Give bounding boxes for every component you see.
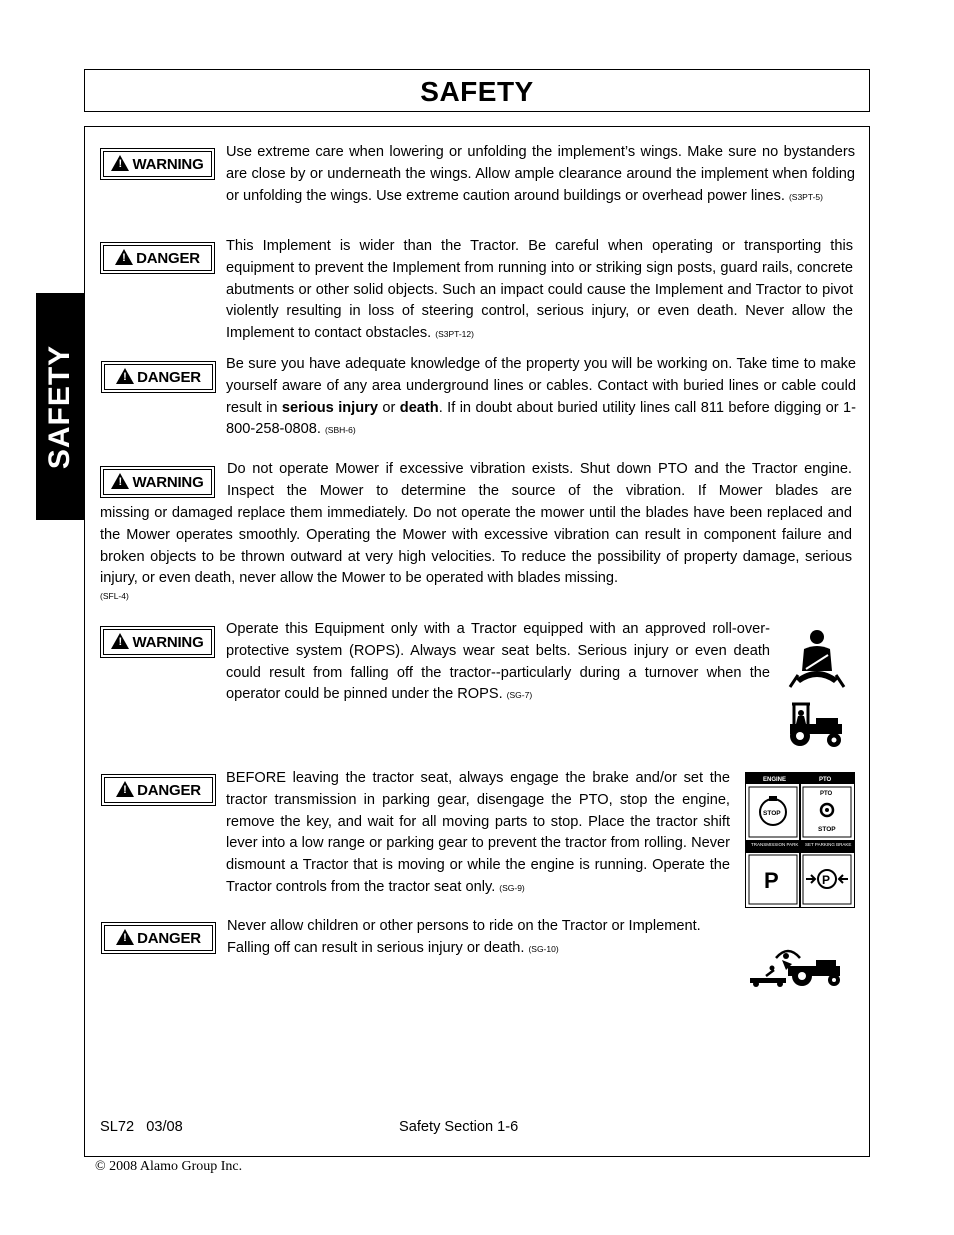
brake-letter: P [822,873,831,887]
message-text: BEFORE leaving the tractor seat, always engage the brake and/or set the tractor transmission in parking gear, disengage the PTO, stop the engine, remove the key, and wait for all moving parts to stop. Place the tractor shift lever into a low range or parking gear to prevent the tractor from rolling. Never dismount a Tractor that is moving or while the engine is running. Operate the Tractor controls from the tractor seat only. [226,770,730,895]
safety-message [226,619,770,707]
message-text: . If in doubt about buried utility lines call 811 before digging or 1-800-258-0808. [226,399,857,438]
safety-message [100,503,852,602]
stop-label-engine: STOP [763,810,781,817]
signal-word: WARNING [132,473,204,491]
side-tab [36,293,84,520]
warning-triangle-icon: ! [115,249,133,265]
side-tab-label: SAFETY [43,344,76,469]
bold-phrase: serious injury [281,399,378,416]
signal-word: DANGER [137,368,201,386]
bold-phrase: death [399,399,439,416]
message-text: Operate this Equipment only with a Tractor equipped with an approved roll-over-protective system (ROPS). Always wear seat belts. Serious injury or even death could result from falling off the tractor--particularly during a turnover when the operator could be pinned under the ROPS. [226,621,770,703]
danger-label [100,242,215,274]
message-code: (SFL-4) [100,591,129,602]
copyright: © 2008 Alamo Group Inc. [95,1159,243,1174]
message-code: (S3PT-5) [788,191,823,202]
footer-section: Safety Section 1-6 [399,1119,519,1135]
warning-label [100,466,215,498]
warning-label [100,148,215,180]
footer-model: SL72 03/08 [100,1119,183,1135]
warning-label [100,626,215,658]
message-text: Never allow children or other persons to ride on the Tractor or Implement. Falling off can result in serious injury or death. [227,918,701,956]
park-letter: P [764,868,779,893]
pto-small-label: PTO [820,791,833,797]
message-code: (SG-10) [528,943,559,954]
message-text: Do not operate Mower if excessive vibration exists. Shut down PTO and the Tractor engine. Inspect the Mower to determine the source of the vibration. If Mower blades are [227,461,852,499]
warning-triangle-icon: ! [116,929,134,945]
engine-label: ENGINE [763,777,787,783]
message-code: (SG-7) [506,690,533,701]
signal-word: DANGER [136,249,200,267]
seatbelt-operator-icon [788,627,846,689]
safety-message-top [227,459,852,503]
safety-message [226,142,855,208]
rider-fall-icon [746,944,846,988]
message-code: (S3PT-12) [435,329,474,340]
safety-message [227,916,737,961]
danger-label [101,922,216,954]
warning-triangle-icon: ! [116,368,134,384]
danger-label [101,361,216,393]
controls-pictogram-icon [745,772,855,908]
message-text: Use extreme care when lowering or unfolding the implement’s wings. Make sure no bystanders are close by or underneath the wings. Allow ample clearance around the implement when folding or unfolding the wings. Use extreme caution around buildings or overhead power lines. [226,144,855,204]
stop-label-pto: STOP [818,826,836,833]
parking-brake-label: SET PARKING BRAKE [805,842,852,847]
pto-label: PTO [819,777,832,783]
warning-triangle-icon: ! [111,155,129,171]
danger-label [101,774,216,806]
page-title: SAFETY [420,76,534,107]
message-code: (SG-9) [499,882,525,893]
transmission-park-label: TRANSMISSION PARK [751,842,799,847]
message-text: Be sure you have adequate knowledge of the property you will be working on. Take time to make yourself aware of any area underground lines or cables. Contact with buried lines or cable could result in [226,356,856,416]
tractor-rops-icon [784,702,848,748]
message-text: missing or damaged replace them immediately. Do not operate the mower until the blades have been replaced and the Mower operates smoothly. Operating the Mower with excessive vibration can result in component failure and broken objects to be thrown outward at very high velocities. To reduce the possibility of property damage, serious injury, or even death, never allow the Mower to be operated with blades missing. [100,505,852,587]
safety-message [226,768,730,900]
safety-message [226,354,856,442]
header-bar [84,69,870,112]
warning-triangle-icon: ! [111,633,129,649]
message-code: (SBH-6) [324,425,356,436]
warning-triangle-icon: ! [111,473,129,489]
signal-word: WARNING [132,633,204,651]
signal-word: DANGER [137,929,201,947]
signal-word: WARNING [132,155,204,173]
message-text: or [382,399,396,416]
message-text: This Implement is wider than the Tractor. Be careful when operating or transporting this equipment to prevent the Implement from running into or striking sign posts, guard rails, concrete abutments or other solid objects. Such an impact could cause the Implement and Tractor to pivot violently resulting in loss of steering control, serious injury, or even death. Never allow the Implement to contact obstacles. [226,238,853,342]
signal-word: DANGER [137,781,201,799]
safety-message [226,236,853,346]
warning-triangle-icon: ! [116,781,134,797]
